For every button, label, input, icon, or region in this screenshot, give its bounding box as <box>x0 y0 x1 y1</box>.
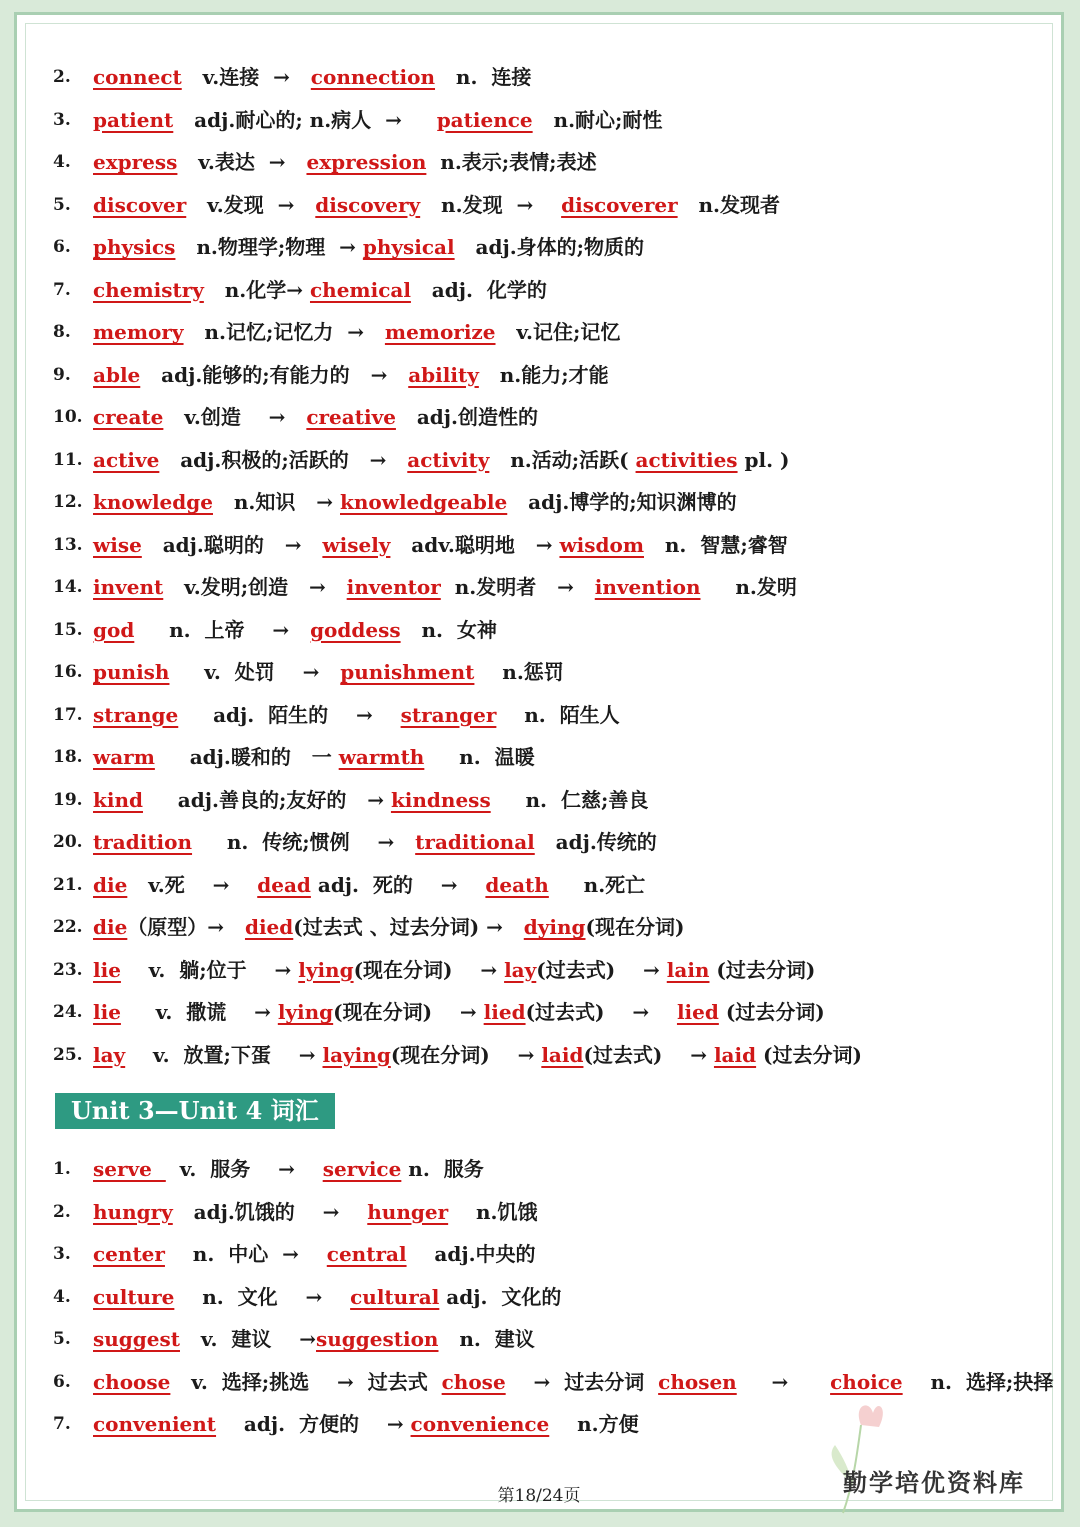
definition-text: n.死亡 <box>548 872 646 897</box>
vocab-word: invent <box>93 575 164 599</box>
vocab-word: chosen <box>658 1369 737 1394</box>
vocab-word: service <box>322 1157 402 1181</box>
item-number: 18. <box>53 747 83 767</box>
definition-text: n. 上帝 → <box>134 617 311 642</box>
vocab-word: suggestion <box>316 1327 439 1351</box>
definition-text: → 过去分词 <box>505 1369 659 1394</box>
definition-text: adj. 方便的 → <box>216 1412 411 1436</box>
vocab-row <box>17 314 1057 350</box>
item-number: 8. <box>53 322 71 342</box>
definition-text: (现在分词) <box>585 915 685 939</box>
vocab-word: lay <box>504 957 537 982</box>
definition-text: n. 传统;惯例 → <box>192 830 416 854</box>
vocab-line <box>93 612 497 648</box>
vocab-word: hunger <box>367 1199 449 1224</box>
definition-text: n.饥饿 <box>448 1199 538 1224</box>
vocab-row <box>17 1194 1057 1230</box>
definition-text: v.发明;创造 → <box>163 575 347 599</box>
definition-text: n. 连接 <box>435 65 532 89</box>
item-number: 13. <box>53 534 83 555</box>
definition-text: v.死 → <box>127 872 258 897</box>
definition-text: (现在分词) → <box>390 1042 542 1067</box>
vocab-row <box>17 229 1057 265</box>
item-number: 12. <box>53 492 83 512</box>
vocab-word: laid <box>541 1042 584 1067</box>
definition-text: n.知识 → <box>212 490 340 514</box>
definition-text: adj.耐心的; n.病人 → <box>173 107 437 132</box>
item-number: 11. <box>53 449 83 470</box>
item-number: 6. <box>53 1371 71 1392</box>
definition-text: adj.能够的;有能力的 → <box>140 362 409 387</box>
vocab-line <box>93 527 788 563</box>
vocab-word: laying <box>322 1042 391 1067</box>
definition-text: adj. 死的 → <box>310 872 486 897</box>
vocab-row <box>17 59 1057 95</box>
definition-text: adj. 陌生的 → <box>178 702 401 727</box>
item-number: 15. <box>53 619 83 640</box>
vocab-word: warm <box>93 745 155 769</box>
vocab-word: patience <box>436 107 533 132</box>
definition-text: adj.积极的;活跃的 → <box>159 447 408 472</box>
vocab-line <box>93 697 620 733</box>
vocab-word: punish <box>93 660 170 684</box>
vocab-word: lying <box>277 1000 334 1024</box>
vocab-line <box>93 357 609 393</box>
vocab-row <box>17 144 1057 180</box>
vocab-word: hungry <box>93 1199 173 1224</box>
vocab-word: lay <box>93 1042 126 1067</box>
vocab-word: tradition <box>93 830 193 854</box>
definition-text: adj. 化学的 <box>410 277 547 302</box>
vocab-row <box>17 272 1057 308</box>
item-number: 7. <box>53 1414 71 1434</box>
vocab-line <box>93 569 797 605</box>
definition-text: v.发现 → <box>186 192 316 217</box>
definition-text: adj.暖和的 一 <box>154 745 339 769</box>
vocab-word: physics <box>93 235 176 259</box>
vocab-line <box>93 1037 862 1073</box>
definition-text: n.能力;才能 <box>478 362 609 387</box>
vocab-line <box>93 1236 536 1272</box>
vocab-line <box>93 1194 538 1230</box>
definition-text: n.记忆;记忆力 → <box>183 320 385 344</box>
vocab-word: expression <box>306 150 427 174</box>
definition-text: (过去式) → <box>583 1042 714 1067</box>
definition-text: n.发现者 <box>677 192 781 217</box>
vocab-word: serve <box>93 1157 166 1181</box>
vocab-word: lying <box>298 957 354 982</box>
vocab-word: discover <box>93 192 187 217</box>
definition-text: v.表达 → <box>177 150 307 174</box>
definition-text: n. 陌生人 <box>496 702 620 727</box>
item-number: 4. <box>53 152 71 172</box>
definition-text: (过去分词) <box>718 1000 825 1024</box>
vocab-line <box>93 187 780 223</box>
vocab-line <box>93 442 790 478</box>
definition-text: v. 撒谎 → <box>120 1000 278 1024</box>
vocab-row <box>17 782 1057 818</box>
vocab-word: active <box>93 447 160 472</box>
item-number: 14. <box>53 577 83 597</box>
vocab-word: choice <box>830 1369 903 1394</box>
definition-text: n.发明者 → <box>440 575 595 599</box>
item-number: 17. <box>53 704 83 725</box>
vocab-word: cultural <box>350 1284 440 1309</box>
vocab-word: death <box>485 872 549 897</box>
vocab-line <box>93 1279 561 1315</box>
item-number: 22. <box>53 917 83 937</box>
definition-text: adj. 文化的 <box>439 1284 562 1309</box>
vocab-row <box>17 739 1057 775</box>
vocab-word: discoverer <box>561 192 678 217</box>
item-number: 6. <box>53 237 71 257</box>
item-number: 9. <box>53 364 71 385</box>
vocab-word: wisely <box>322 532 391 557</box>
item-number: 3. <box>53 109 71 130</box>
vocab-line <box>93 952 815 988</box>
definition-text: v. 处罚 → <box>169 660 341 684</box>
vocab-row <box>17 187 1057 223</box>
definition-text: v.连接 → <box>181 65 311 89</box>
definition-text: n. 选择;抉择 <box>902 1369 1054 1394</box>
definition-text: adj.中央的 <box>406 1242 536 1266</box>
definition-text: v.记住;记忆 <box>495 320 621 344</box>
vocab-row <box>17 1279 1057 1315</box>
item-number: 3. <box>53 1244 71 1264</box>
vocab-word: invention <box>594 575 701 599</box>
vocab-word: culture <box>93 1284 175 1309</box>
vocab-word: lied <box>676 1000 719 1024</box>
vocab-word: create <box>93 405 164 429</box>
definition-text: (现在分词) → <box>353 957 505 982</box>
definition-text: v. 放置;下蛋 → <box>125 1042 323 1067</box>
vocab-word: die <box>93 915 128 939</box>
vocab-word: memory <box>93 320 184 344</box>
vocab-line <box>93 399 538 435</box>
definition-text: adv.聪明地 → <box>390 532 560 557</box>
vocab-row <box>17 484 1057 520</box>
document-page <box>14 12 1064 1512</box>
definition-text: n.耐心;耐性 <box>532 107 663 132</box>
definition-text: n.物理学;物理 → <box>175 235 363 259</box>
definition-text: n. 温暖 <box>424 745 535 769</box>
vocab-row <box>17 867 1057 903</box>
vocab-line <box>93 1364 1053 1400</box>
vocab-line <box>93 102 662 138</box>
vocab-line <box>93 824 657 860</box>
item-number: 2. <box>53 67 71 87</box>
definition-text: adj.传统的 <box>534 830 657 854</box>
vocab-word: traditional <box>415 830 535 854</box>
definition-text: adj.身体的;物质的 <box>454 235 645 259</box>
vocab-row <box>17 1151 1057 1187</box>
vocab-word: able <box>93 362 141 387</box>
definition-text: (过去分词) <box>756 1042 862 1067</box>
vocab-line <box>93 314 620 350</box>
vocab-line <box>93 484 737 520</box>
vocab-line <box>93 59 531 95</box>
definition-text: n.发明 <box>700 575 797 599</box>
item-number: 4. <box>53 1286 71 1307</box>
vocab-row <box>17 527 1057 563</box>
vocab-word: chose <box>441 1369 506 1394</box>
definition-text: v. 躺;位于 → <box>120 957 299 982</box>
vocab-word: activity <box>407 447 490 472</box>
definition-text: → <box>736 1369 831 1394</box>
vocab-word: activities <box>635 447 738 472</box>
definition-text: n. 仁慈;善良 <box>490 787 649 812</box>
vocab-row <box>17 1236 1057 1272</box>
vocab-word: strange <box>93 702 179 727</box>
item-number: 16. <box>53 662 83 682</box>
section-heading: Unit 3—Unit 4 词汇 <box>55 1093 335 1129</box>
definition-text: n.表示;表情;表述 <box>426 150 597 174</box>
item-number: 7. <box>53 279 71 300</box>
vocab-line <box>93 272 547 308</box>
vocab-row <box>17 102 1057 138</box>
vocab-line <box>93 229 644 265</box>
definition-text: v. 选择;挑选 → 过去式 <box>170 1369 442 1394</box>
item-number: 1. <box>53 1159 71 1179</box>
item-number: 10. <box>53 407 83 427</box>
definition-text: n. 文化 → <box>174 1284 351 1309</box>
definition-text: n.方便 <box>549 1412 639 1436</box>
vocab-line <box>93 909 684 945</box>
definition-text: (过去式 、过去分词) → <box>293 915 524 939</box>
vocab-word: discovery <box>315 192 421 217</box>
vocab-row <box>17 569 1057 605</box>
vocab-row <box>17 357 1057 393</box>
item-number: 5. <box>53 1329 71 1349</box>
vocab-word: lain <box>666 957 710 982</box>
vocab-word: wisdom <box>559 532 644 557</box>
vocab-word: lie <box>93 1000 121 1024</box>
definition-text: (现在分词) → <box>333 1000 484 1024</box>
vocab-line <box>93 144 597 180</box>
item-number: 5. <box>53 194 71 215</box>
vocab-word: lie <box>93 957 121 982</box>
vocab-word: chemistry <box>93 277 204 302</box>
vocab-word: choose <box>93 1369 171 1394</box>
vocab-word: patient <box>93 107 174 132</box>
item-number: 25. <box>53 1044 83 1065</box>
vocab-line <box>93 1406 639 1442</box>
vocab-word: god <box>93 617 135 642</box>
definition-text: (过去式) → <box>525 1000 677 1024</box>
vocab-word: kind <box>93 787 143 812</box>
vocab-row <box>17 1321 1057 1357</box>
page-number: 第18/24页 <box>497 1486 581 1506</box>
item-number: 23. <box>53 959 83 980</box>
definition-text: n.活动;活跃( <box>489 447 636 472</box>
definition-text: n. 智慧;睿智 <box>644 532 788 557</box>
vocab-word: convenient <box>93 1412 217 1436</box>
vocab-row <box>17 399 1057 435</box>
vocab-word: center <box>93 1242 165 1266</box>
vocab-word: died <box>244 915 294 939</box>
definition-text: n. 女神 <box>400 617 497 642</box>
vocab-line <box>93 739 535 775</box>
vocab-word: knowledge <box>93 490 213 514</box>
vocab-word: memorize <box>384 320 496 344</box>
vocab-row <box>17 1037 1057 1073</box>
vocab-word: inventor <box>346 575 441 599</box>
vocab-line <box>93 867 645 903</box>
definition-text: adj.聪明的 → <box>141 532 323 557</box>
vocab-word: suggest <box>93 1327 180 1351</box>
vocab-word: connection <box>310 65 436 89</box>
definition-text: n. 服务 <box>401 1157 484 1181</box>
vocab-word: connect <box>93 65 182 89</box>
definition-text: adj.创造性的 <box>395 405 538 429</box>
item-number: 2. <box>53 1201 71 1222</box>
vocab-word: dying <box>523 915 586 939</box>
vocab-word: die <box>93 872 128 897</box>
vocab-word: kindness <box>390 787 491 812</box>
definition-text: n. 中心 → <box>164 1242 327 1266</box>
vocab-row <box>17 909 1057 945</box>
definition-text: n.化学→ <box>203 277 310 302</box>
vocab-word: dead <box>257 872 311 897</box>
definition-text: n. 建议 <box>438 1327 535 1351</box>
definition-text: pl. ) <box>737 447 790 472</box>
vocab-word: creative <box>306 405 396 429</box>
definition-text: v. 建议 → <box>180 1327 316 1351</box>
vocab-line <box>93 1151 484 1187</box>
vocab-word: punishment <box>340 660 475 684</box>
vocab-line <box>93 1321 535 1357</box>
vocab-word: knowledgeable <box>340 490 508 514</box>
vocab-row <box>17 824 1057 860</box>
vocab-row <box>17 952 1057 988</box>
item-number: 19. <box>53 789 83 810</box>
item-number: 24. <box>53 1002 83 1022</box>
vocab-row <box>17 442 1057 478</box>
vocab-word: lied <box>483 1000 526 1024</box>
definition-text: adj.饥饿的 → <box>172 1199 368 1224</box>
definition-text: n.惩罚 <box>474 660 564 684</box>
vocab-word: express <box>93 150 178 174</box>
vocab-word: wise <box>93 532 142 557</box>
vocab-word: laid <box>713 1042 757 1067</box>
definition-text: adj.善良的;友好的 → <box>142 787 391 812</box>
definition-text: v.创造 → <box>163 405 307 429</box>
definition-text: adj.博学的;知识渊博的 <box>507 490 737 514</box>
vocab-word: warmth <box>338 745 425 769</box>
vocab-word: goddess <box>310 617 401 642</box>
vocab-line <box>93 994 825 1030</box>
vocab-word: chemical <box>309 277 411 302</box>
vocab-word: central <box>326 1242 407 1266</box>
vocab-row <box>17 612 1057 648</box>
watermark-text: 勤学培优资料库 <box>843 1469 1025 1497</box>
definition-text: (过去分词) <box>709 957 816 982</box>
definition-text: n.发现 → <box>420 192 562 217</box>
vocab-row <box>17 697 1057 733</box>
item-number: 20. <box>53 832 83 852</box>
vocab-word: convenience <box>410 1412 550 1436</box>
vocab-line <box>93 782 648 818</box>
definition-text: (过去式) → <box>536 957 667 982</box>
vocab-word: physical <box>362 235 455 259</box>
item-number: 21. <box>53 874 83 895</box>
vocab-word: ability <box>408 362 479 387</box>
definition-text: v. 服务 → <box>165 1157 323 1181</box>
vocab-row <box>17 994 1057 1030</box>
vocab-row <box>17 654 1057 690</box>
vocab-word: stranger <box>400 702 497 727</box>
definition-text: （原型）→ <box>127 915 245 939</box>
vocab-line <box>93 654 564 690</box>
